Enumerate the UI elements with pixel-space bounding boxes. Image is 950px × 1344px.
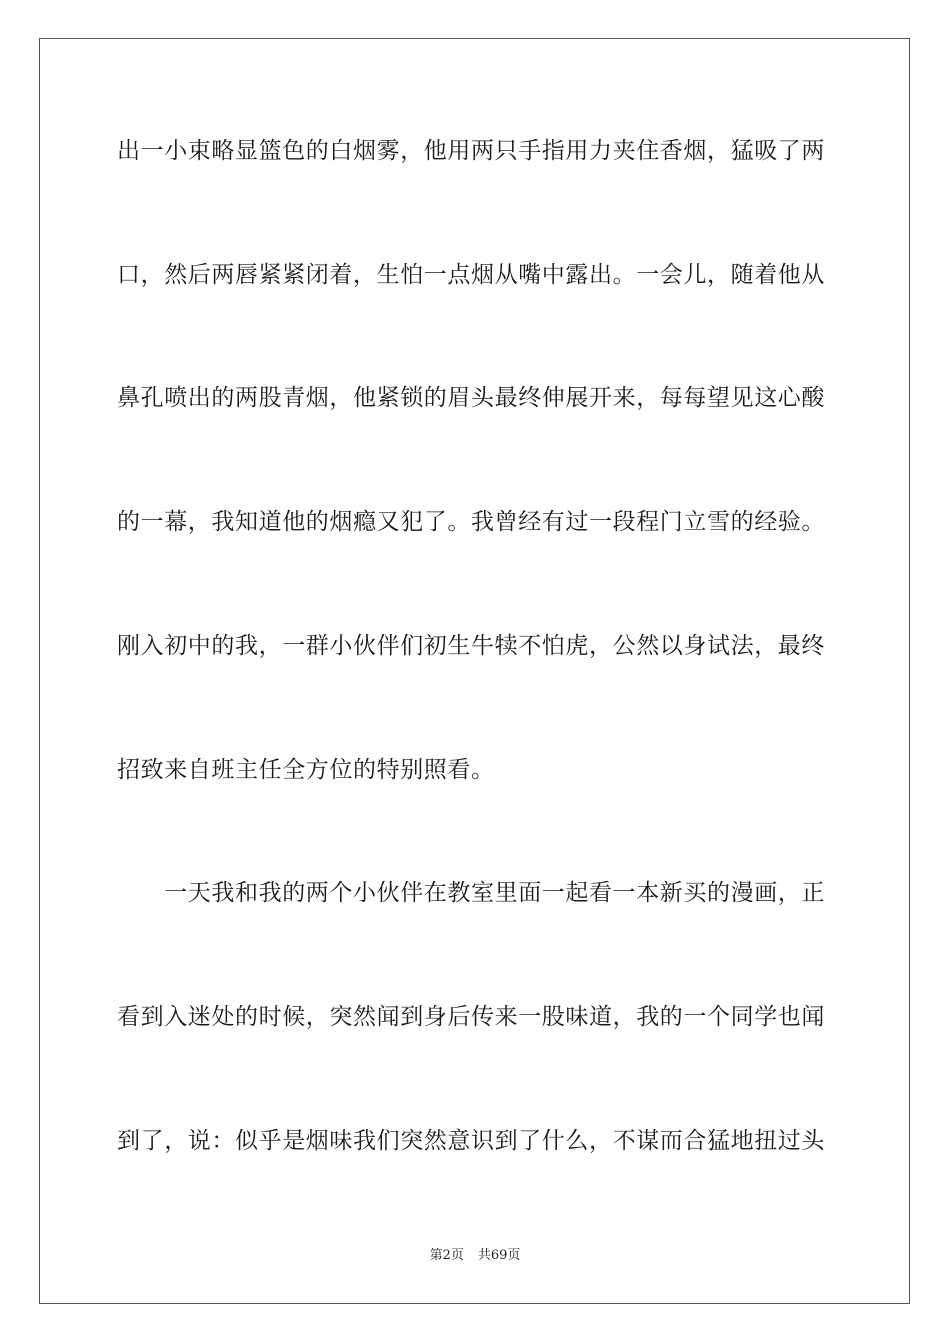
body-text-line: 的一幕，我知道他的烟瘾又犯了。我曾经有过一段程门立雪的经验。 xyxy=(117,509,825,535)
page-number: 第2页 xyxy=(429,1248,464,1263)
body-text-line: 刚入初中的我，一群小伙伴们初生牛犊不怕虎，公然以身试法，最终 xyxy=(117,633,825,659)
body-text-line: 一天我和我的两个小伙伴在教室里面一起看一本新买的漫画，正 xyxy=(117,880,825,906)
body-text-line: 口，然后两唇紧紧闭着，生怕一点烟从嘴中露出。一会儿，随着他从 xyxy=(117,262,825,288)
page-footer xyxy=(0,1247,950,1265)
page-border xyxy=(39,38,910,1304)
body-text-line: 招致来自班主任全方位的特别照看。 xyxy=(117,757,495,783)
body-text-line: 到了，说：似乎是烟味我们突然意识到了什么，不谋而合猛地扭过头 xyxy=(117,1128,825,1154)
body-text-line: 看到入迷处的时候，突然闻到身后传来一股味道，我的一个同学也闻 xyxy=(117,1004,825,1030)
body-text-line: 鼻孔喷出的两股青烟，他紧锁的眉头最终伸展开来，每每望见这心酸 xyxy=(117,385,825,411)
page-total: 共69页 xyxy=(477,1248,521,1263)
body-text-line: 出一小束略显篮色的白烟雾，他用两只手指用力夹住香烟，猛吸了两 xyxy=(117,138,825,164)
